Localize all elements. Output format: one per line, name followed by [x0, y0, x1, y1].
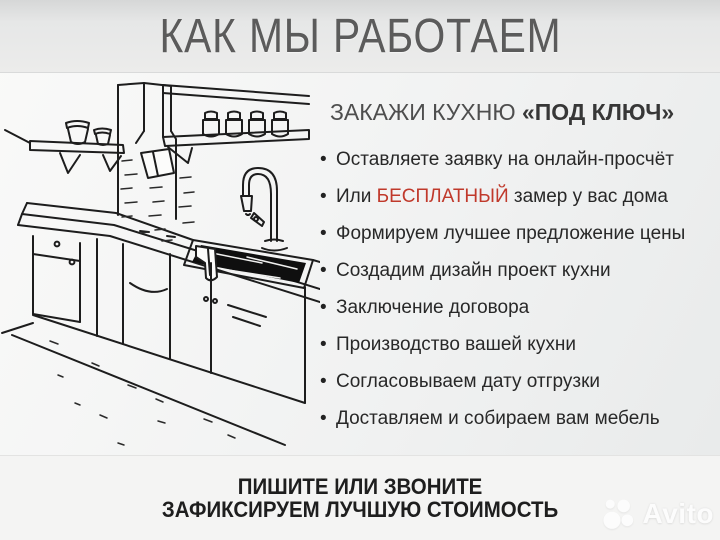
- step-text-part: замер у вас дома: [508, 186, 668, 207]
- kitchen-sketch-illustration: [0, 73, 320, 455]
- offer-heading-regular: ЗАКАЖИ КУХНЮ: [330, 99, 522, 125]
- list-item: [320, 335, 712, 355]
- step-text: [336, 187, 668, 207]
- step-text: Доставляем и собираем вам мебель: [336, 408, 660, 429]
- list-item: [320, 150, 712, 170]
- step-text: Создадим дизайн проект кухни: [336, 260, 611, 281]
- avito-watermark: [603, 496, 714, 532]
- bullet-icon: •: [320, 186, 327, 207]
- poster-body: [0, 73, 720, 455]
- step-text: Заключение договора: [336, 297, 530, 318]
- bullet-icon: •: [320, 334, 327, 355]
- step-text: Оставляете заявку на онлайн-просчёт: [336, 149, 674, 170]
- bullet-icon: •: [320, 371, 327, 392]
- poster-header: [0, 0, 720, 73]
- offer-section: [320, 73, 712, 446]
- bullet-icon: •: [320, 149, 327, 170]
- poster-footer: [0, 455, 720, 540]
- footer-line1: ПИШИТЕ ИЛИ ЗВОНИТЕ: [237, 473, 483, 499]
- page-title: КАК МЫ РАБОТАЕМ: [158, 10, 561, 63]
- bullet-icon: •: [320, 223, 327, 244]
- footer-cta: [162, 475, 558, 522]
- list-item: [320, 261, 712, 281]
- avito-logo-icon: [603, 496, 639, 532]
- bullet-icon: •: [320, 408, 327, 429]
- bullet-icon: •: [320, 297, 327, 318]
- step-text: Формируем лучшее предложение цены: [336, 223, 686, 244]
- avito-wordmark: Avito: [642, 498, 714, 529]
- list-item: [320, 409, 712, 429]
- step-text: Производство вашей кухни: [336, 334, 576, 355]
- bullet-icon: •: [320, 260, 327, 281]
- footer-line2: ЗАФИКСИРУЕМ ЛУЧШУЮ СТОИМОСТЬ: [161, 497, 559, 522]
- step-text-part: Или: [336, 186, 377, 207]
- list-item: [320, 372, 712, 392]
- step-highlight: БЕСПЛАТНЫЙ: [376, 186, 509, 207]
- offer-heading-bold: «ПОД КЛЮЧ»: [521, 99, 675, 125]
- steps-list: [320, 150, 712, 429]
- list-item: [320, 224, 712, 244]
- list-item: [320, 187, 712, 207]
- list-item: [320, 298, 712, 318]
- step-text: Согласовываем дату отгрузки: [336, 371, 601, 392]
- offer-heading: [330, 99, 712, 126]
